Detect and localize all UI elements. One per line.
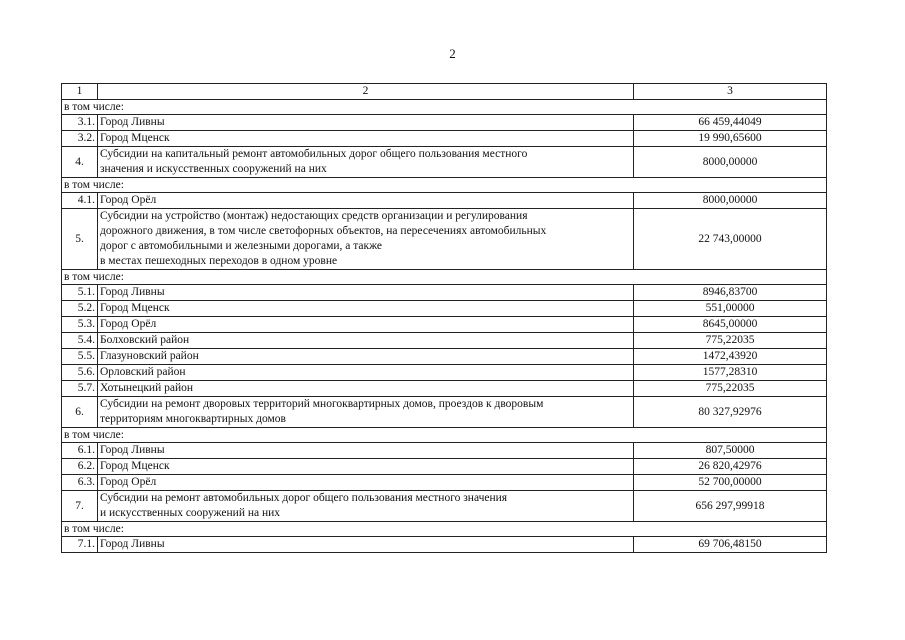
row-amount: 22 743,00000 bbox=[634, 209, 827, 270]
row-name-line: дорожного движения, в том числе светофорных объектов, на пересечениях автомобильных bbox=[100, 225, 547, 237]
row-name bbox=[98, 349, 634, 365]
header-col-2: 2 bbox=[98, 84, 634, 100]
row-number: 5.6. bbox=[62, 365, 98, 381]
row-amount: 66 459,44049 bbox=[634, 115, 827, 131]
subheading-row bbox=[62, 100, 827, 115]
table-row bbox=[62, 397, 827, 428]
row-name bbox=[98, 443, 634, 459]
row-number: 3.2. bbox=[62, 131, 98, 147]
row-name bbox=[98, 193, 634, 209]
row-number: 6. bbox=[62, 397, 98, 428]
row-amount: 807,50000 bbox=[634, 443, 827, 459]
row-number: 5.1. bbox=[62, 285, 98, 301]
row-name bbox=[98, 537, 634, 553]
table-row bbox=[62, 317, 827, 333]
table-row bbox=[62, 381, 827, 397]
row-name-line: Глазуновский район bbox=[100, 350, 199, 362]
table-row bbox=[62, 147, 827, 178]
row-name-line: Болховский район bbox=[100, 334, 190, 346]
row-amount: 26 820,42976 bbox=[634, 459, 827, 475]
row-amount: 52 700,00000 bbox=[634, 475, 827, 491]
header-col-3: 3 bbox=[634, 84, 827, 100]
row-number: 5.7. bbox=[62, 381, 98, 397]
row-name bbox=[98, 381, 634, 397]
row-amount: 775,22035 bbox=[634, 333, 827, 349]
row-name bbox=[98, 209, 634, 270]
row-name-line: Город Ливны bbox=[100, 116, 165, 128]
table-row bbox=[62, 131, 827, 147]
row-name-line: значения и искусственных сооружений на них bbox=[100, 163, 327, 175]
row-number: 5.3. bbox=[62, 317, 98, 333]
row-name-line: Город Орёл bbox=[100, 476, 157, 488]
row-name-line: Субсидии на ремонт автомобильных дорог общего пользования местного значения bbox=[100, 492, 508, 504]
subheading-row bbox=[62, 178, 827, 193]
subheading-text: в том числе: bbox=[62, 428, 827, 443]
row-number: 5.2. bbox=[62, 301, 98, 317]
subheading-row bbox=[62, 428, 827, 443]
row-amount: 1472,43920 bbox=[634, 349, 827, 365]
row-amount: 19 990,65600 bbox=[634, 131, 827, 147]
row-amount: 8946,83700 bbox=[634, 285, 827, 301]
row-amount: 551,00000 bbox=[634, 301, 827, 317]
table-row bbox=[62, 491, 827, 522]
table-row bbox=[62, 193, 827, 209]
table-header-row bbox=[62, 84, 827, 100]
row-name-line: Город Орёл bbox=[100, 318, 157, 330]
row-amount: 8000,00000 bbox=[634, 147, 827, 178]
row-amount: 69 706,48150 bbox=[634, 537, 827, 553]
row-name-line: территориям многоквартирных домов bbox=[100, 413, 286, 425]
row-number: 6.3. bbox=[62, 475, 98, 491]
row-name-line: Город Мценск bbox=[100, 132, 170, 144]
table-row bbox=[62, 443, 827, 459]
row-name bbox=[98, 459, 634, 475]
row-number: 7. bbox=[62, 491, 98, 522]
row-name bbox=[98, 285, 634, 301]
row-number: 5.4. bbox=[62, 333, 98, 349]
table-row bbox=[62, 115, 827, 131]
table-row bbox=[62, 285, 827, 301]
page-number: 2 bbox=[449, 46, 456, 61]
subheading-text: в том числе: bbox=[62, 270, 827, 285]
row-name-line: Город Ливны bbox=[100, 444, 165, 456]
row-number: 7.1. bbox=[62, 537, 98, 553]
row-amount: 8645,00000 bbox=[634, 317, 827, 333]
row-name-line: Хотынецкий район bbox=[100, 382, 194, 394]
row-number: 4.1. bbox=[62, 193, 98, 209]
row-number: 3.1. bbox=[62, 115, 98, 131]
row-name-line: Город Мценск bbox=[100, 460, 170, 472]
table-row bbox=[62, 365, 827, 381]
table-row bbox=[62, 459, 827, 475]
row-name-line: Субсидии на устройство (монтаж) недостающих средств организации и регулирования bbox=[100, 210, 528, 222]
table-row bbox=[62, 209, 827, 270]
row-name bbox=[98, 475, 634, 491]
table-row bbox=[62, 475, 827, 491]
row-number: 5. bbox=[62, 209, 98, 270]
row-name-line: Город Ливны bbox=[100, 286, 165, 298]
row-name-line: Город Ливны bbox=[100, 538, 165, 550]
row-number: 4. bbox=[62, 147, 98, 178]
row-name-line: Субсидии на капитальный ремонт автомобильных дорог общего пользования местного bbox=[100, 148, 528, 160]
row-name-line: Город Орёл bbox=[100, 194, 157, 206]
row-number: 6.1. bbox=[62, 443, 98, 459]
table-row bbox=[62, 537, 827, 553]
row-name-line: Орловский район bbox=[100, 366, 186, 378]
row-name bbox=[98, 397, 634, 428]
row-amount: 775,22035 bbox=[634, 381, 827, 397]
subheading-text: в том числе: bbox=[62, 522, 827, 537]
table-row bbox=[62, 301, 827, 317]
header-col-1: 1 bbox=[62, 84, 98, 100]
subheading-text: в том числе: bbox=[62, 178, 827, 193]
subheading-text: в том числе: bbox=[62, 100, 827, 115]
row-name-line: Город Мценск bbox=[100, 302, 170, 314]
table-row bbox=[62, 333, 827, 349]
row-number: 6.2. bbox=[62, 459, 98, 475]
subsidy-table bbox=[61, 83, 827, 553]
row-name bbox=[98, 115, 634, 131]
row-name bbox=[98, 365, 634, 381]
subheading-row bbox=[62, 522, 827, 537]
row-name bbox=[98, 491, 634, 522]
row-name-line: Субсидии на ремонт дворовых территорий многоквартирных домов, проездов к дворовым bbox=[100, 398, 544, 410]
row-name bbox=[98, 333, 634, 349]
row-name-line: в местах пешеходных переходов в одном уровне bbox=[100, 255, 338, 267]
row-amount: 1577,28310 bbox=[634, 365, 827, 381]
row-amount: 80 327,92976 bbox=[634, 397, 827, 428]
row-name bbox=[98, 317, 634, 333]
table-row bbox=[62, 349, 827, 365]
row-name bbox=[98, 301, 634, 317]
row-amount: 656 297,99918 bbox=[634, 491, 827, 522]
row-name bbox=[98, 131, 634, 147]
table-body bbox=[62, 84, 827, 553]
subheading-row bbox=[62, 270, 827, 285]
row-number: 5.5. bbox=[62, 349, 98, 365]
row-amount: 8000,00000 bbox=[634, 193, 827, 209]
row-name bbox=[98, 147, 634, 178]
row-name-line: и искусственных сооружений на них bbox=[100, 507, 281, 519]
row-name-line: дорог с автомобильными и железными дорогами, а также bbox=[100, 240, 383, 252]
